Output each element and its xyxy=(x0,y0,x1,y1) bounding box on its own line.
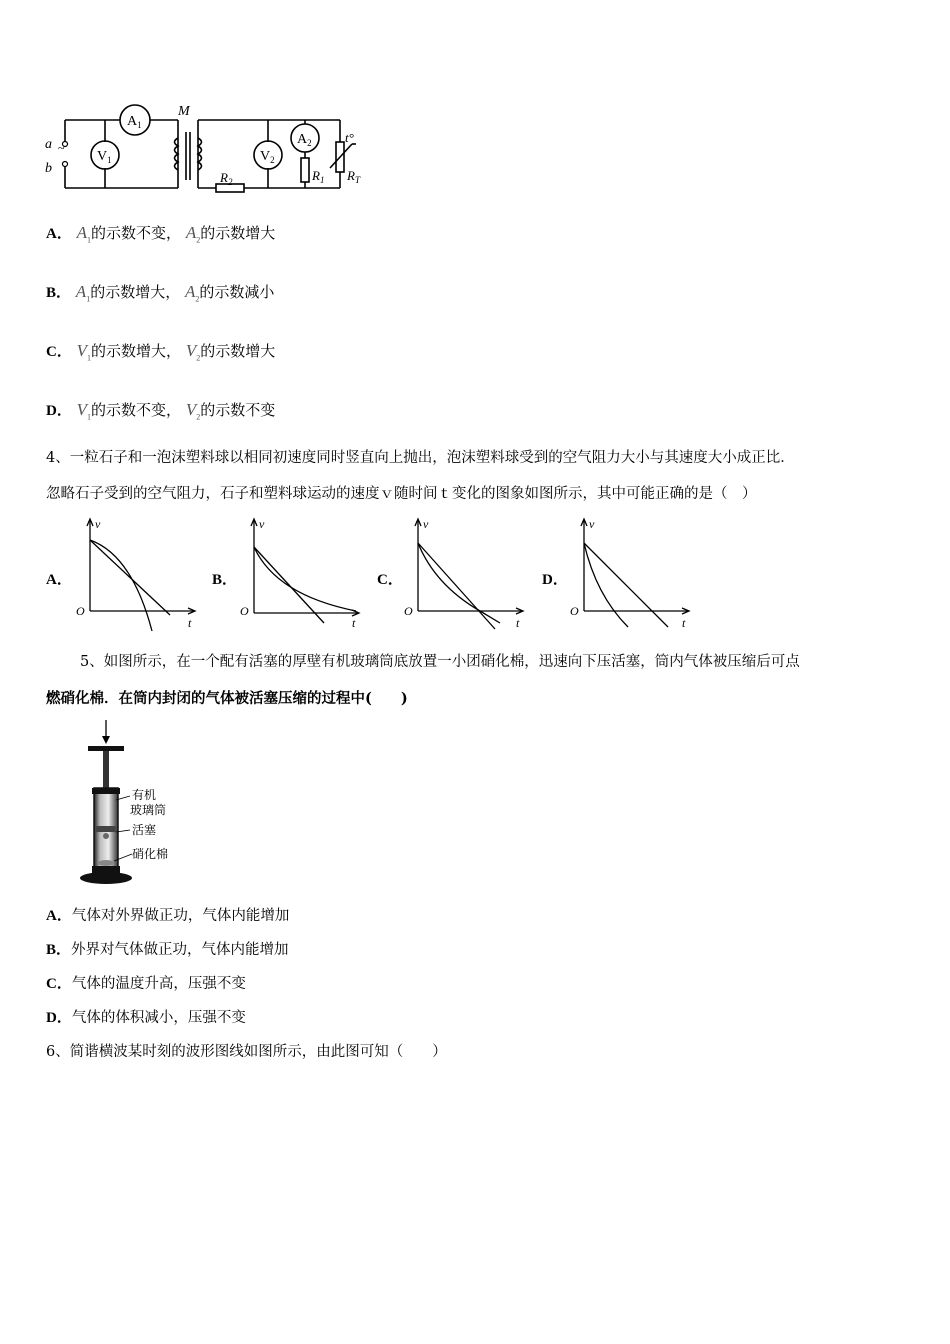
q5-stem-line2: 燃硝化棉．在筒内封闭的气体被活塞压缩的过程中( ) xyxy=(46,690,408,707)
q4-stem-line2: 忽略石子受到的空气阻力，石子和塑料球运动的速度ｖ随时间ｔ变化的图象如图所示，其中可能正确的是（ ） xyxy=(46,486,757,502)
figure-label-organic: 有机 xyxy=(132,788,157,802)
q4-graph-a-label: A． xyxy=(46,572,72,588)
v1-label: $V_1$ xyxy=(97,149,112,165)
q3-option-d: D． $V_1$的示数不变， $V_2$的示数不变 xyxy=(46,400,276,422)
q6-stem-line1: 6、简谐横波某时刻的波形图线如图所示，由此图可知（ ） xyxy=(46,1044,447,1060)
t-axis-label: t xyxy=(352,616,356,630)
figure-label-glass-tube: 玻璃筒 xyxy=(130,803,167,817)
q4-graph-c xyxy=(400,515,530,633)
q4-stem-line1: 4、一粒石子和一泡沫塑料球以相同初速度同时竖直向上抛出，泡沫塑料球受到的空气阻力大小与其速度大小成正比． xyxy=(46,450,795,466)
a2-label: $A_2$ xyxy=(297,132,312,148)
terminal-b-label: b xyxy=(45,161,52,176)
v-axis-label: v xyxy=(259,517,265,531)
q4-graph-b-label: B． xyxy=(212,572,238,588)
v-axis-label: v xyxy=(589,517,595,531)
temp-label: t° xyxy=(345,130,354,145)
q4-graph-b xyxy=(236,515,366,633)
t-axis-label: t xyxy=(188,616,192,630)
q5-option-d: D．气体的体积减小，压强不变 xyxy=(46,1010,246,1026)
q5-stem-line1: 5、如图所示，在一个配有活塞的厚壁有机玻璃筒底放置一小团硝化棉，迅速向下压活塞，筒内气体被压缩后可点 xyxy=(80,654,800,670)
transformer-label: M xyxy=(178,104,190,119)
t-axis-label: t xyxy=(516,616,520,630)
q3-option-c: C． $V_1$的示数增大， $V_2$的示数增大 xyxy=(46,341,276,363)
q4-graph-d-label: D． xyxy=(542,572,568,588)
resistor-r1-icon xyxy=(301,158,309,182)
q5-option-b: B．外界对气体做正功，气体内能增加 xyxy=(46,942,289,958)
a1-label: $A_1$ xyxy=(127,114,142,130)
terminal-a-label: a xyxy=(45,137,52,152)
origin-label: O xyxy=(76,604,85,618)
q5-option-c: C．气体的温度升高，压强不变 xyxy=(46,976,246,992)
r1-label: $R_1$ xyxy=(312,168,325,185)
v2-label: $V_2$ xyxy=(260,149,275,165)
origin-label: O xyxy=(240,604,249,618)
figure-label-nitrocotton: 硝化棉 xyxy=(132,847,169,861)
origin-label: O xyxy=(404,604,413,618)
svg-text:~: ~ xyxy=(58,141,65,155)
q4-graph-c-label: C． xyxy=(377,572,403,588)
r2-label: $R_2$ xyxy=(220,170,233,187)
figure-label-piston: 活塞 xyxy=(132,823,157,837)
v-axis-label: v xyxy=(423,517,429,531)
rt-label: $R_T$ xyxy=(347,168,360,185)
q3-option-b: B． $A_1$的示数增大， $A_2$的示数减小 xyxy=(46,282,275,304)
transformer-circuit-diagram xyxy=(40,100,380,200)
q4-graph-a xyxy=(72,515,202,633)
q3-option-a: A． $A_1$的示数不变， $A_2$的示数增大 xyxy=(46,223,276,245)
q4-graph-d xyxy=(566,515,696,633)
t-axis-label: t xyxy=(682,616,686,630)
origin-label: O xyxy=(570,604,579,618)
q5-option-a: A．气体对外界做正功，气体内能增加 xyxy=(46,908,290,924)
piston-cylinder-figure xyxy=(70,718,200,888)
v-axis-label: v xyxy=(95,517,101,531)
